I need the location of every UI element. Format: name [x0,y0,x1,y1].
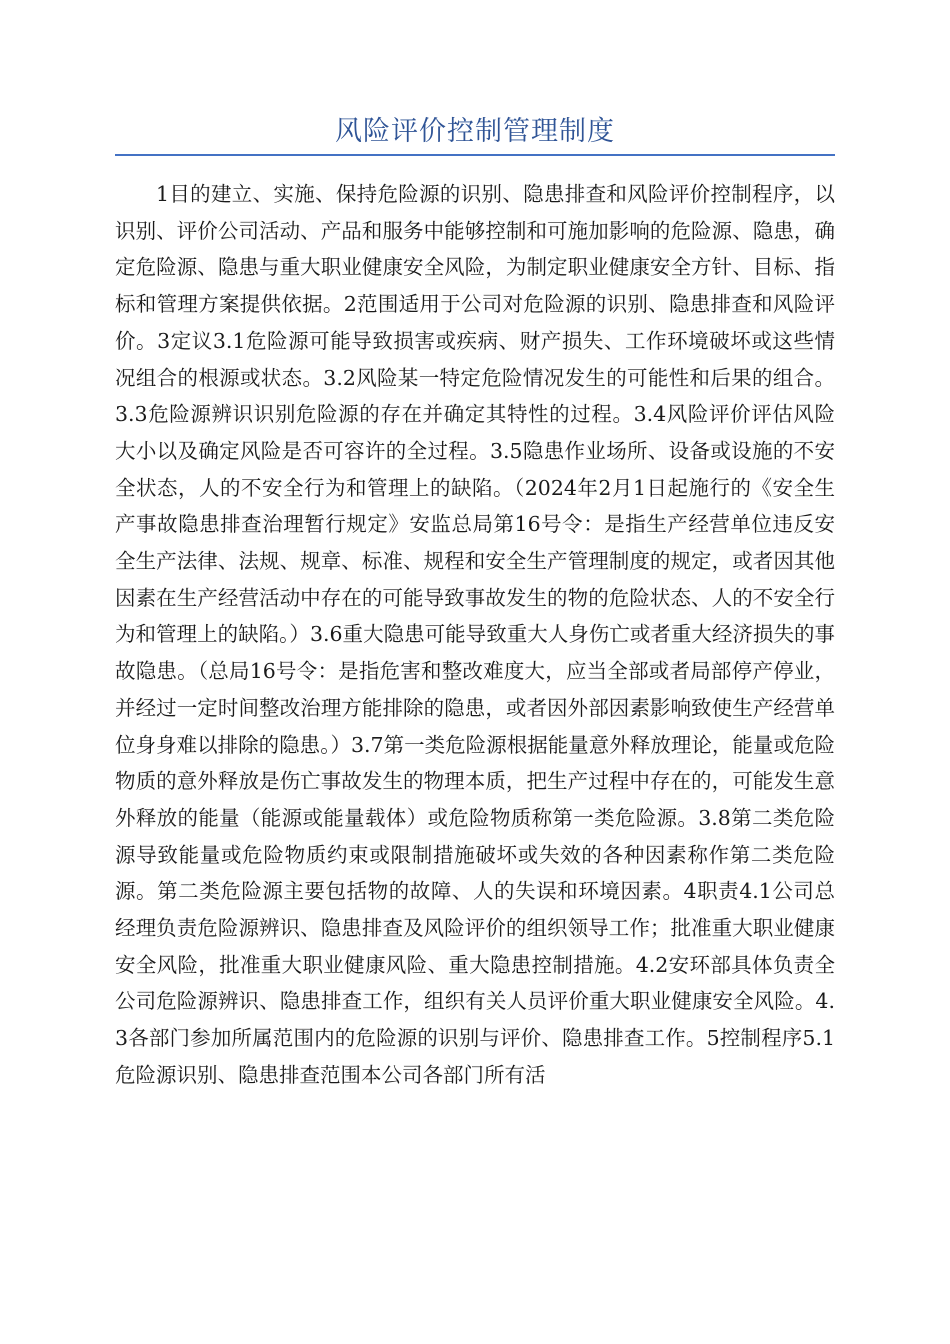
title-underline [115,154,835,156]
document-body-paragraph: 1目的建立、实施、保持危险源的识别、隐患排查和风险评价控制程序，以识别、评价公司活动、产品和服务中能够控制和可施加影响的危险源、隐患，确定危险源、隐患与重大职业健康安全风险，为制定职业健康安全方针、目标、指标和管理方案提供依据。2范围适用于公司对危险源的识别、隐患排查和风险评价。3定议3.1危险源可能导致损害或疾病、财产损失、工作环境破坏或这些情况组合的根源或状态。3.2风险某一特定危险情况发生的可能性和后果的组合。3.3危险源辨识识别危险源的存在并确定其特性的过程。3.4风险评价评估风险大小以及确定风险是否可容许的全过程。3.5隐患作业场所、设备或设施的不安全状态，人的不安全行为和管理上的缺陷。（2024年2月1日起施行的《安全生产事故隐患排查治理暂行规定》安监总局第16号令：是指生产经营单位违反安全生产法律、法规、规章、标准、规程和安全生产管理制度的规定，或者因其他因素在生产经营活动中存在的可能导致事故发生的物的危险状态、人的不安全行为和管理上的缺陷。）3.6重大隐患可能导致重大人身伤亡或者重大经济损失的事故隐患。（总局16号令：是指危害和整改难度大，应当全部或者局部停产停业，并经过一定时间整改治理方能排除的隐患，或者因外部因素影响致使生产经营单位身身难以排除的隐患。）3.7第一类危险源根据能量意外释放理论，能量或危险物质的意外释放是伤亡事故发生的物理本质，把生产过程中存在的，可能发生意外释放的能量（能源或能量载体）或危险物质称第一类危险源。3.8第二类危险源导致能量或危险物质约束或限制措施破坏或失效的各种因素称作第二类危险源。第二类危险源主要包括物的故障、人的失误和环境因素。4职责4.1公司总经理负责危险源辨识、隐患排查及风险评价的组织领导工作；批准重大职业健康安全风险，批准重大职业健康风险、重大隐患控制措施。4.2安环部具体负责全公司危险源辨识、隐患排查工作，组织有关人员评价重大职业健康安全风险。4.3各部门参加所属范围内的危险源的识别与评价、隐患排查工作。5控制程序5.1危险源识别、隐患排查范围本公司各部门所有活 [115,182,835,1087]
document-title: 风险评价控制管理制度 [335,116,615,147]
